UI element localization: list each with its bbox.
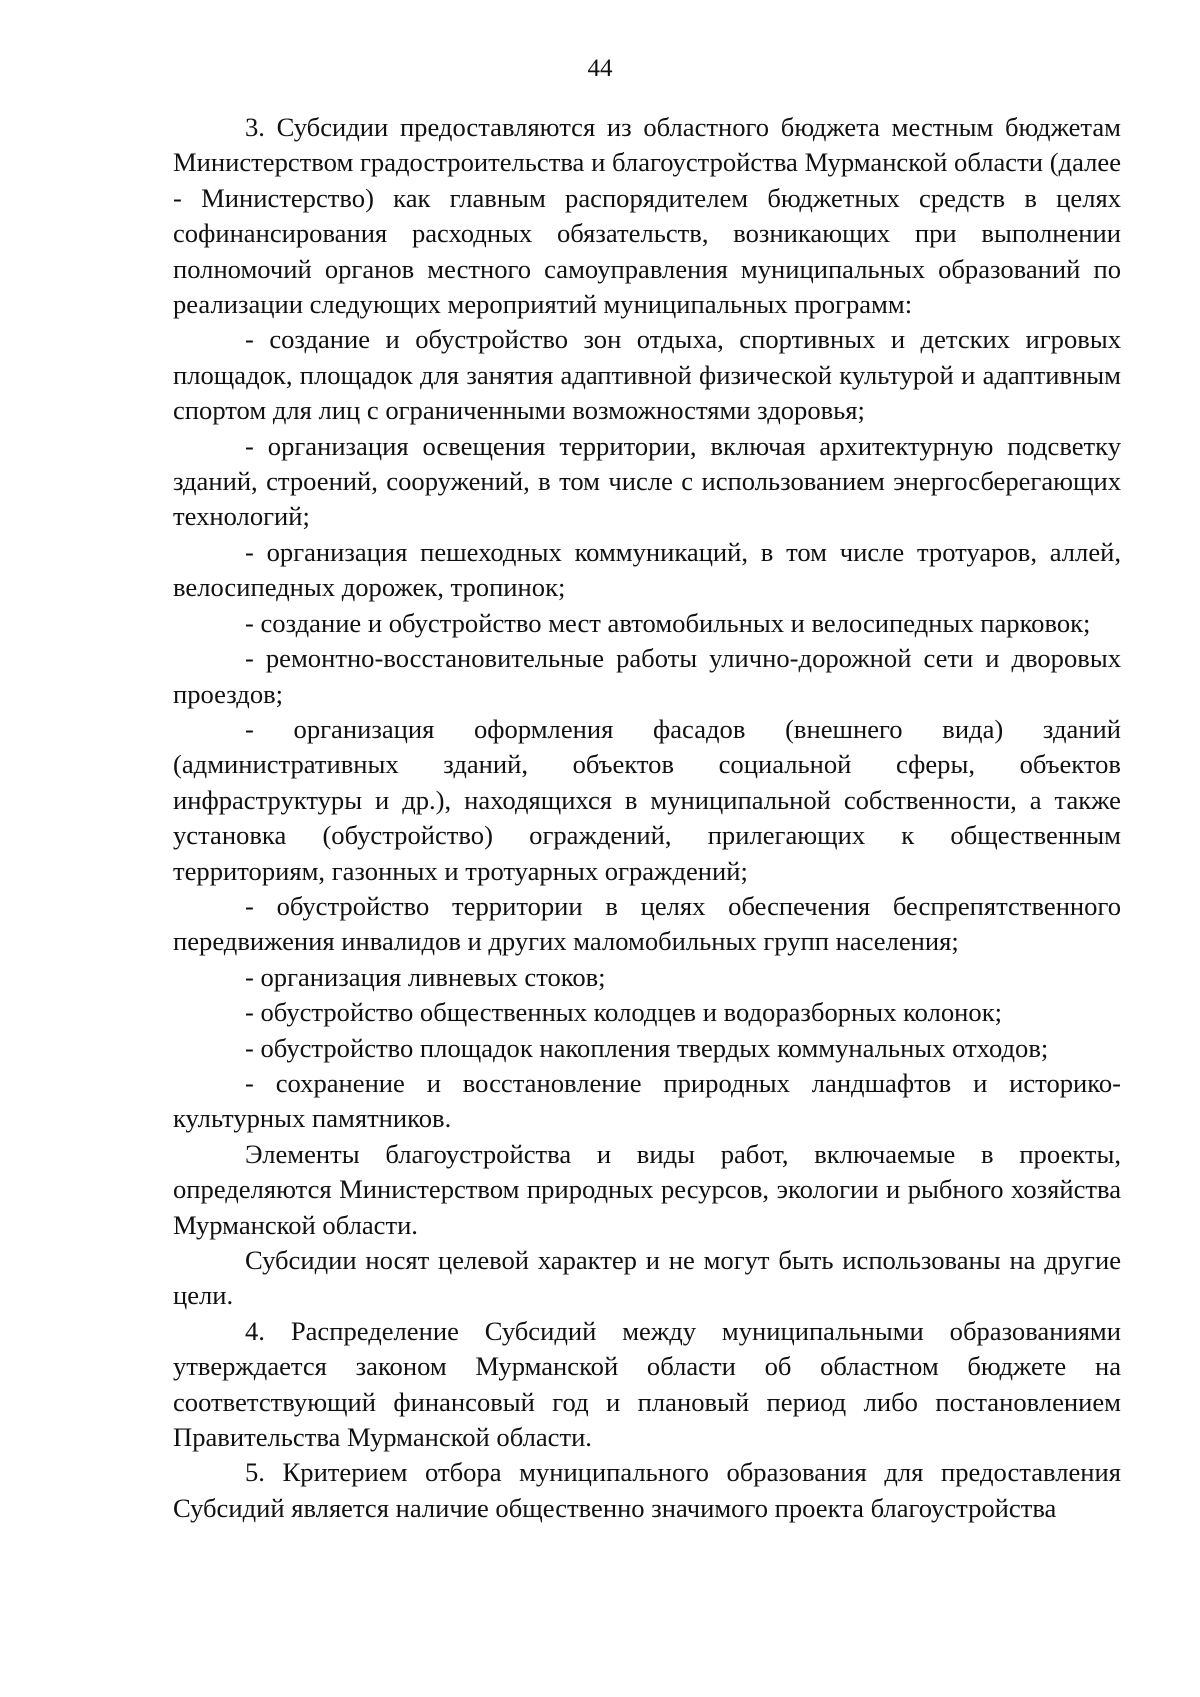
list-item-road-repair: - ремонтно-восстановительные работы улично-дорожной сети и дворовых проездов; — [173, 643, 1121, 709]
list-item-stormwater: - организация ливневых стоков; — [245, 961, 606, 992]
list-item-accessibility: - обустройство территории в целях обеспечения беспрепятственного передвижения инвалидов и других маломобильных групп населения; — [173, 890, 1121, 957]
list-item-waste-sites: - обустройство площадок накопления твердых коммунальных отходов; — [245, 1032, 1049, 1063]
paragraph-distribution: 4. Распределение Субсидий между муниципальными образованиями утверждается законом Мурманской области об областном бюджете на соответствующий финансовый год и плановый период либо постановлением Правительства Мурманской области. — [173, 1315, 1121, 1453]
paragraph-selection-criterion: 5. Критерием отбора муниципального образования для предоставления Субсидий является наличие общественно значимого проекта благоустройства — [173, 1457, 1121, 1523]
list-item-landscapes: - сохранение и восстановление природных ландшафтов и историко-культурных памятников. — [173, 1067, 1121, 1134]
list-item-facades: - организация оформления фасадов (внешнего вида) зданий (административных зданий, объектов социальной сферы, объектов инфраструктуры и др.), находящихся в муниципальной собственности, а также установка (обустройство) ограждений, прилегающих к общественным территориям, газонных и тротуарных ограждений; — [173, 713, 1121, 886]
list-item-lighting: - организация освещения территории, включая архитектурную подсветку зданий, строений, сооружений, в том числе с использованием энергосберегающих технологий; — [173, 430, 1121, 532]
list-item-wells: - обустройство общественных колодцев и водоразборных колонок; — [245, 997, 1003, 1028]
list-item-parking: - создание и обустройство мест автомобильных и велосипедных парковок; — [245, 607, 1091, 638]
paragraph-subsidy-purpose: 3. Субсидии предоставляются из областного бюджета местным бюджетам Министерством градостроительства и благоустройства Мурманской области (далее - Министерство) как главным распорядителем бюджетных средств в целях софинансирования расходных обязательств, возникающих при выполнении полномочий органов местного самоуправления муниципальных образований по реализации следующих мероприятий муниципальных программ: — [173, 112, 1121, 320]
list-item-recreation-zones: - создание и обустройство зон отдыха, спортивных и детских игровых площадок, площадок для занятия адаптивной физической культурой и адаптивным спортом для лиц с ограниченными возможностями здоровья; — [173, 324, 1121, 426]
paragraph-elements-definition: Элементы благоустройства и виды работ, включаемые в проекты, определяются Министерством природных ресурсов, экологии и рыбного хозяйства Мурманской области. — [173, 1138, 1121, 1240]
list-item-pedestrian-paths: - организация пешеходных коммуникаций, в том числе тротуаров, аллей, велосипедных дорожек, тропинок; — [173, 536, 1121, 603]
document-body — [173, 110, 1121, 1526]
page-number: 44 — [587, 55, 613, 82]
paragraph-targeted-use: Субсидии носят целевой характер и не могут быть использованы на другие цели. — [173, 1245, 1121, 1311]
